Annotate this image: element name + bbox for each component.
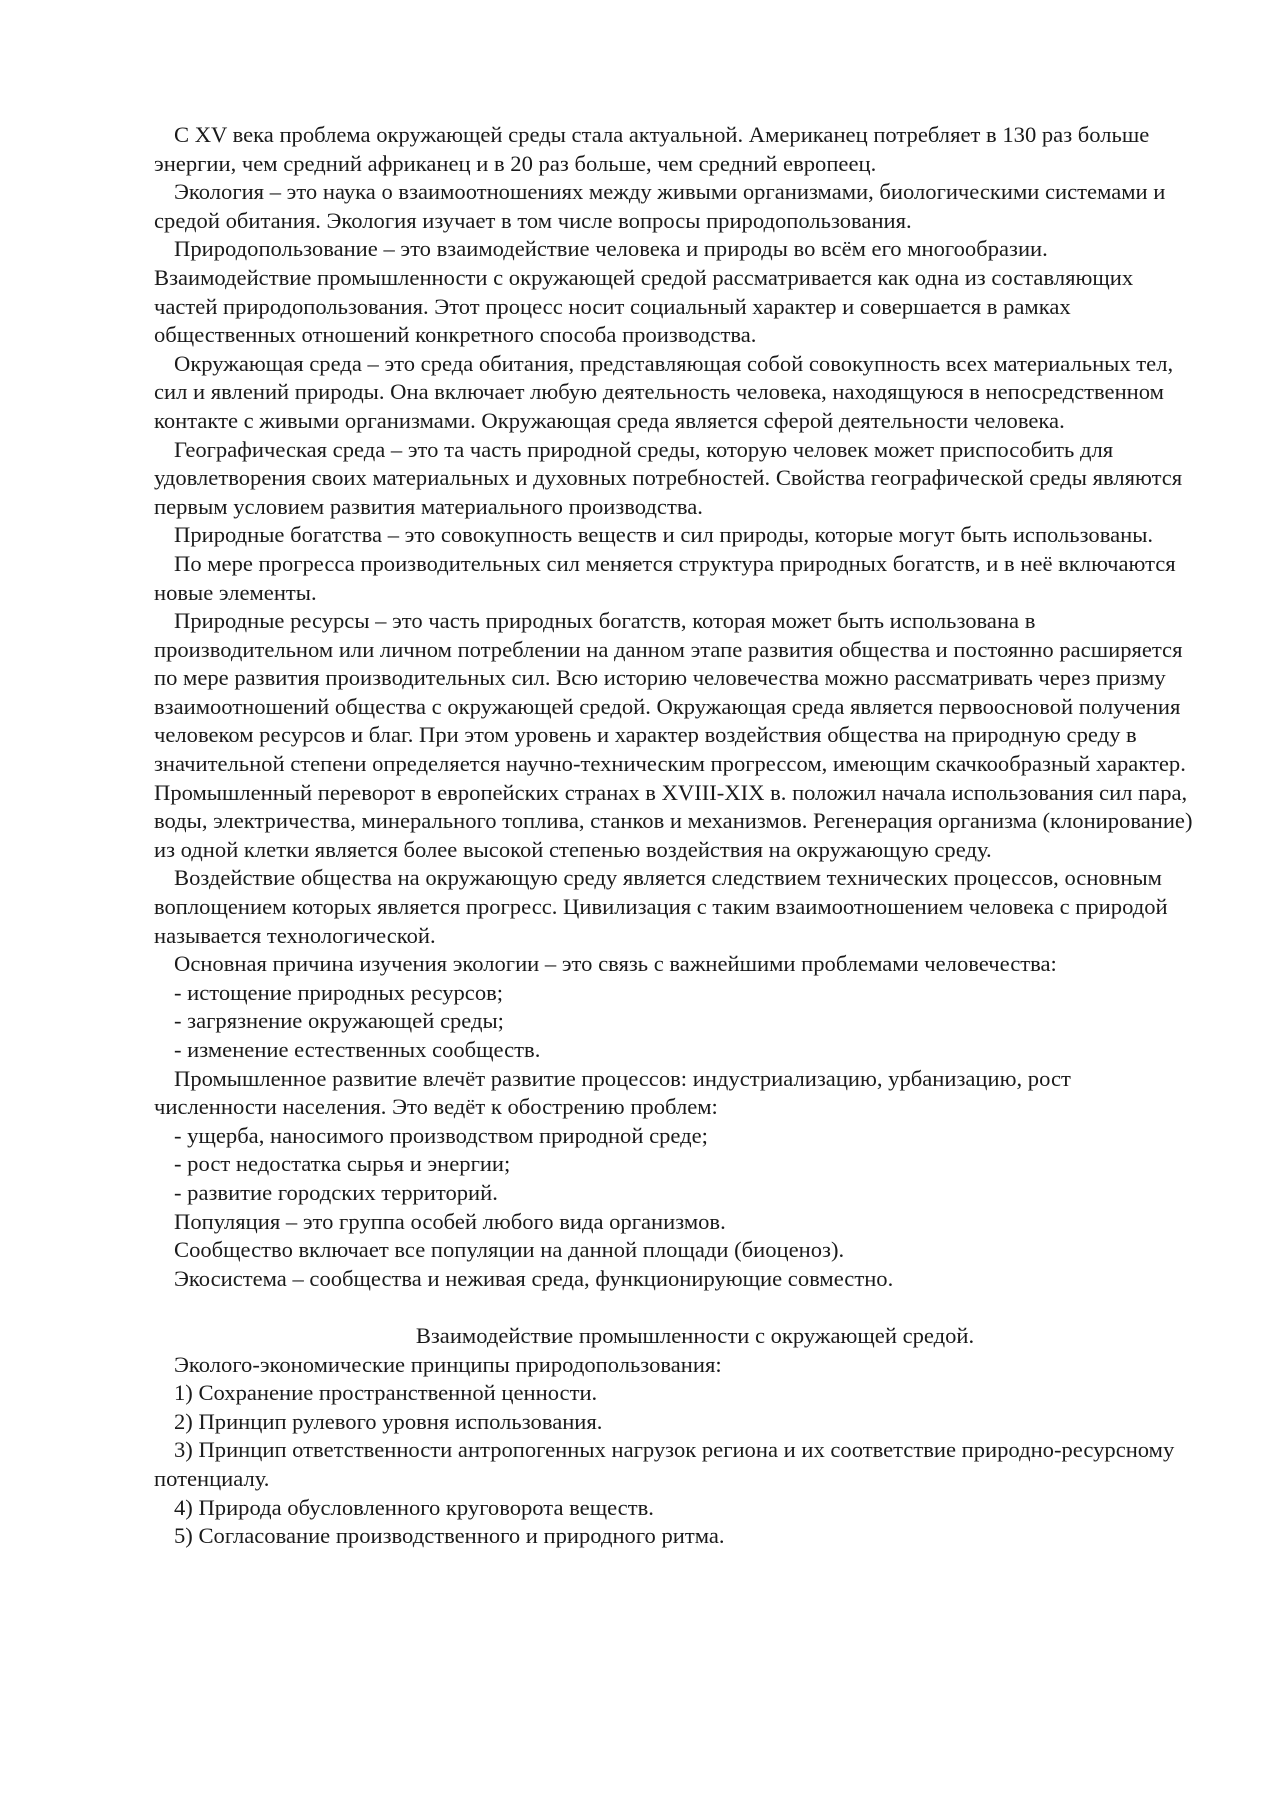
principle-item: 3) Принцип ответственности антропогенных нагрузок региона и их соответствие природно-ресурсному потенциалу. <box>154 1437 1175 1491</box>
paragraph-wealth-structure: По мере прогресса производительных сил меняется структура природных богатств, и в неё включаются новые элементы. <box>154 550 1176 605</box>
paragraph-society-impact: Воздействие общества на окружающую среду является следствием технических процессов, основным воплощением которых является прогресс. Цивилизация с таким взаимоотношением человека с природой называется технологической. <box>154 865 1168 948</box>
paragraph-environment-definition: Окружающая среда – это среда обитания, представляющая собой совокупность всех материальных тел, сил и явлений природы. Она включает любую деятельность человека, находящуюся в непосредственном контакте с живыми организмами. Окружающая среда является сферой деятельности человека. <box>154 350 1174 433</box>
paragraph-natural-resources: Природные ресурсы – это часть природных богатств, которая может быть использована в производительном или личном потреблении на данном этапе развития общества и постоянно расширяется по мере развития производительных сил. Всю историю человечества можно рассматривать через призму взаимоотношений общества с окружающей средой. Окружающая среда является первоосновой получения человеком ресурсов и благ. При этом уровень и характер воздействия общества на природную среду в значительной степени определяется научно-техническим прогрессом, имеющим скачкообразный характер. Промышленный переворот в европейских странах в XVIII-XIX в. положил начала использования сил пара, воды, электричества, минерального топлива, станков и механизмов. Регенерация организма (клонирование) из одной клетки является более высокой степенью воздействия на окружающую среду. <box>154 608 1193 862</box>
paragraph-geographic-environment: Географическая среда – это та часть природной среды, которую человек может приспособить для удовлетворения своих материальных и духовных потребностей. Свойства географической среды являются первым условием развития материального производства. <box>154 436 1183 519</box>
paragraph-nature-use-definition: Природопользование – это взаимодействие человека и природы во всём его многообразии. Взаимодействие промышленности с окружающей средой рассматривается как одна из составляющих частей природопользования. Этот процесс носит социальный характер и совершается в рамках общественных отношений конкретного способа производства. <box>154 236 1134 348</box>
list-item: - рост недостатка сырья и энергии; <box>174 1151 511 1177</box>
principle-item: 1) Сохранение пространственной ценности. <box>174 1380 598 1406</box>
document-body <box>154 121 1196 1551</box>
paragraph-principles-intro: Эколого-экономические принципы природопользования: <box>174 1351 722 1377</box>
paragraph-ecosystem: Экосистема – сообщества и неживая среда, функционирующие совместно. <box>174 1265 894 1291</box>
paragraph-ecology-reason: Основная причина изучения экологии – это связь с важнейшими проблемами человечества: <box>174 951 1057 977</box>
paragraph-natural-wealth: Природные богатства – это совокупность веществ и сил природы, которые могут быть использованы. <box>174 522 1154 548</box>
principle-item: 5) Согласование производственного и природного ритма. <box>174 1523 725 1549</box>
paragraph-population: Популяция – это группа особей любого вида организмов. <box>174 1208 726 1234</box>
principle-item: 4) Природа обусловленного круговорота веществ. <box>174 1494 654 1520</box>
blank-line <box>154 1293 1196 1322</box>
list-item: - ущерба, наносимого производством природной среде; <box>174 1122 708 1148</box>
paragraph-ecology-definition: Экология – это наука о взаимоотношениях между живыми организмами, биологическими системами и средой обитания. Экология изучает в том числе вопросы природопользования. <box>154 179 1166 233</box>
principle-item: 2) Принцип рулевого уровня использования. <box>174 1408 603 1434</box>
list-item: - развитие городских территорий. <box>174 1179 498 1205</box>
section-heading: Взаимодействие промышленности с окружающей средой. <box>415 1322 975 1348</box>
paragraph-community: Сообщество включает все популяции на данной площади (биоценоз). <box>174 1237 845 1263</box>
list-item: - изменение естественных сообществ. <box>174 1037 541 1062</box>
list-item: - загрязнение окружающей среды; <box>174 1008 504 1034</box>
paragraph-energy-consumption: С XV века проблема окружающей среды стала актуальной. Американец потребляет в 130 раз больше энергии, чем средний африканец и в 20 раз больше, чем средний европеец. <box>154 122 1150 176</box>
list-item: - истощение природных ресурсов; <box>174 979 504 1005</box>
paragraph-industrial-development: Промышленное развитие влечёт развитие процессов: индустриализацию, урбанизацию, рост численности населения. Это ведёт к обострению проблем: <box>154 1065 1071 1120</box>
